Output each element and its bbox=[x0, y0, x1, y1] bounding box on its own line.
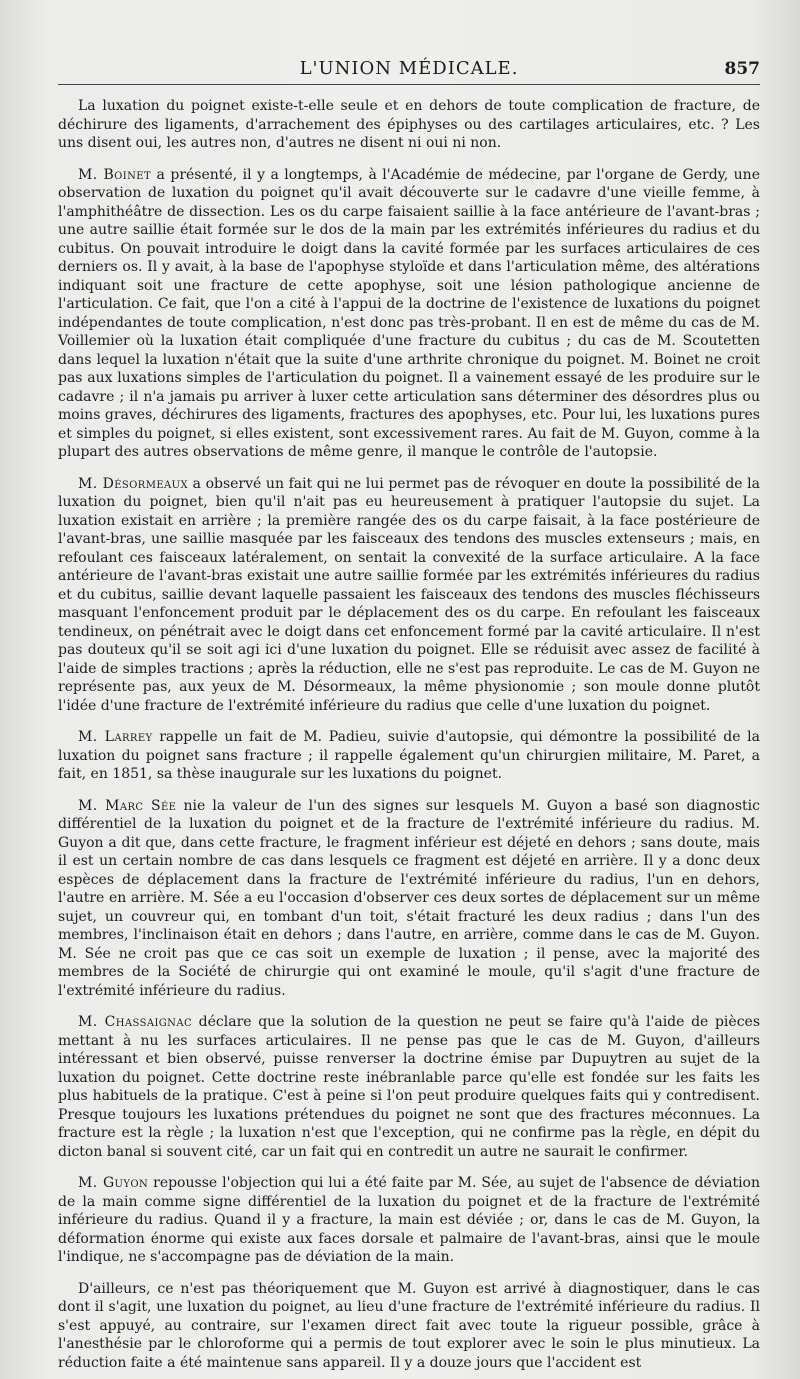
paragraph-text: La luxation du poignet existe-t-elle seule et en dehors de toute complication de fracture, de déchirure des ligaments, d'arrachement des épiphyses ou des cartilages articulaires, etc. ? Les uns disent oui, les autres non, d'autres ne disent ni oui ni non. bbox=[58, 98, 760, 151]
journal-title: L'UNION MÉDICALE. bbox=[299, 58, 519, 79]
paragraph-text: rappelle un fait de M. Padieu, suivie d'autopsie, qui démontre la possibilité de la luxation du poignet sans fracture ; il rappelle également qu'un chirurgien militaire, M. Paret, a fait, en 1851, sa thèse inaugurale sur les luxations du poignet. bbox=[58, 729, 760, 782]
paragraph-3 bbox=[58, 475, 760, 716]
speaker: M. Larrey bbox=[78, 729, 153, 745]
paragraph-text: a observé un fait qui ne lui permet pas de révoquer en doute la possibilité de la luxation du poignet, bien qu'il n'ait pas eu heureusement à pratiquer l'autopsie du sujet. La luxation existait en arrière ; la première rangée des os du carpe faisait, à la face postérieure de l'avant-bras, une saillie masquée par les faisceaux des tendons des muscles extenseurs ; mais, en refoulant ces faisceaux latéralement, on sentait la convexité de la surface articulaire. A la face antérieure de l'avant-bras existait une autre saillie formée par les extrémités inférieures du radius et du cubitus, saillie devant laquelle passaient les faisceaux des tendons des muscles fléchisseurs masquant l'enfoncement produit par le déplacement des os du carpe. En refoulant les faisceaux tendineux, on pénétrait avec le doigt dans cet enfoncement formé par la cavité articulaire. Il n'est pas douteux qu'il se soit agi ici d'une luxation du poignet. Elle se réduisit avec assez de facilité à l'aide de simples tractions ; après la réduction, elle ne s'est pas reproduite. Le cas de M. Guyon ne représente pas, aux yeux de M. Désormeaux, la même physionomie ; son moule donne plutôt l'idée d'une fracture de l'extrémité inférieure du radius que celle d'une luxation du poignet. bbox=[58, 475, 760, 714]
speaker: M. Guyon bbox=[78, 1175, 149, 1191]
paragraph-1 bbox=[58, 97, 760, 153]
paragraph-text: déclare que la solution de la question ne peut se faire qu'à l'aide de pièces mettant à nu les surfaces articulaires. Il ne pense pas que le cas de M. Guyon, d'ailleurs intéressant et bien observé, puisse renverser la doctrine émise par Dupuytren au sujet de la luxation du poignet. Cette doctrine reste inébranlable parce qu'elle est fondée sur les faits les plus habituels de la pratique. C'est à peine si l'on peut produire quelques faits qui y contredisent. Presque toujours les luxations prétendues du poignet ne sont que des fractures méconnues. La fracture est la règle ; la luxation n'est que l'exception, qui ne confirme pas la règle, en dépit du dicton banal si souvent cité, car un fait qui en contredit un autre ne saurait le confirmer. bbox=[58, 1014, 761, 1160]
page-number: 857 bbox=[724, 59, 760, 79]
paragraph-7 bbox=[58, 1174, 760, 1267]
paragraph-text: repousse l'objection qui lui a été faite par M. Sée, au sujet de l'absence de déviation de la main comme signe différentiel de la luxation du poignet et de la fracture de l'extrémité inférieure du radius. Quand il y a fracture, la main est déviée ; or, dans le cas de M. Guyon, la déformation énorme qui existe aux faces dorsale et palmaire de l'avant-bras, ainsi que le moule l'indique, ne s'accompagne pas de déviation de la main. bbox=[58, 1175, 760, 1265]
speaker: M. Marc Sée bbox=[78, 797, 177, 814]
running-header bbox=[58, 54, 760, 85]
article-body bbox=[58, 97, 760, 1372]
paragraph-5 bbox=[58, 797, 760, 1001]
speaker: M. Désormeaux bbox=[78, 475, 189, 492]
speaker: M. Boinet bbox=[78, 166, 152, 183]
paragraph-text: D'ailleurs, ce n'est pas théoriquement que M. Guyon est arrivé à diagnostiquer, dans le cas dont il s'agit, une luxation du poignet, au lieu d'une fracture de l'extrémité inférieure du radius. Il s'est appuyé, au contraire, sur l'examen direct fait avec toute la rigueur possible, grâce à l'anesthésie par le chloroforme qui a permis de tout explorer avec le soin le plus minutieux. La réduction faite a été maintenue sans appareil. Il y a douze jours que l'accident est bbox=[58, 1280, 760, 1371]
paragraph-6 bbox=[58, 1013, 760, 1161]
paragraph-8 bbox=[58, 1280, 760, 1373]
paragraph-text: nie la valeur de l'un des signes sur lesquels M. Guyon a basé son diagnostic différentiel de la luxation du poignet et de la fracture de l'extrémité inférieure du radius. M. Guyon a dit que, dans cette fracture, le fragment inférieur est déjeté en dehors ; sans doute, mais il est un certain nombre de cas dans lesquels ce fragment est déjeté en arrière. Il y a donc deux espèces de déplacement dans la fracture de l'extrémité inférieure du radius, l'un en dehors, l'autre en arrière. M. Sée a eu l'occasion d'observer ces deux sortes de déplacement sur un même sujet, un couvreur qui, en tombant d'un toit, s'était fracturé les deux radius ; dans l'un des membres, l'inclinaison était en dehors ; dans l'autre, en arrière, comme dans le cas de M. Guyon. M. Sée ne croit pas que ce cas soit un exemple de luxation ; il pense, avec la majorité des membres de la Société de chirurgie qui ont examiné le moule, qu'il s'agit d'une fracture de l'extrémité inférieure du radius. bbox=[58, 797, 760, 999]
paragraph-4 bbox=[58, 728, 760, 784]
paragraph-text: a présenté, il y a longtemps, à l'Académie de médecine, par l'organe de Gerdy, une observation de luxation du poignet qu'il avait découverte sur le cadavre d'une vieille femme, à l'amphithéâtre de dissection. Les os du carpe faisaient saillie à la face antérieure de l'avant-bras ; une autre saillie était formée sur le dos de la main par les extrémités inférieures du radius et du cubitus. On pouvait introduire le doigt dans la cavité formée par les surfaces articulaires de ces derniers os. Il y avait, à la base de l'apophyse styloïde et dans l'articulation même, des altérations indiquant soit une fracture de cette apophyse, soit une lésion pathologique ancienne de l'articulation. Ce fait, que l'on a cité à l'appui de la doctrine de l'existence de luxations du poignet indépendantes de toute complication, n'est donc pas très-probant. Il en est de même du cas de M. Voillemier où la luxation était compliquée d'une fracture du cubitus ; du cas de M. Scoutetten dans lequel la luxation n'était que la suite d'une arthrite chronique du poignet. M. Boinet ne croit pas aux luxations simples de l'articulation du poignet. Il a vainement essayé de les produire sur le cadavre ; il n'a jamais pu arriver à luxer cette articulation sans déterminer des désordres plus ou moins graves, déchirures des ligaments, fractures des apophyses, etc. Pour lui, les luxations pures et simples du poignet, si elles existent, sont excessivement rares. Au fait de M. Guyon, comme à la plupart des autres observations de même genre, il manque le contrôle de l'autopsie. bbox=[58, 166, 760, 460]
speaker: M. Chassaignac bbox=[78, 1014, 193, 1030]
paragraph-2 bbox=[58, 166, 760, 462]
